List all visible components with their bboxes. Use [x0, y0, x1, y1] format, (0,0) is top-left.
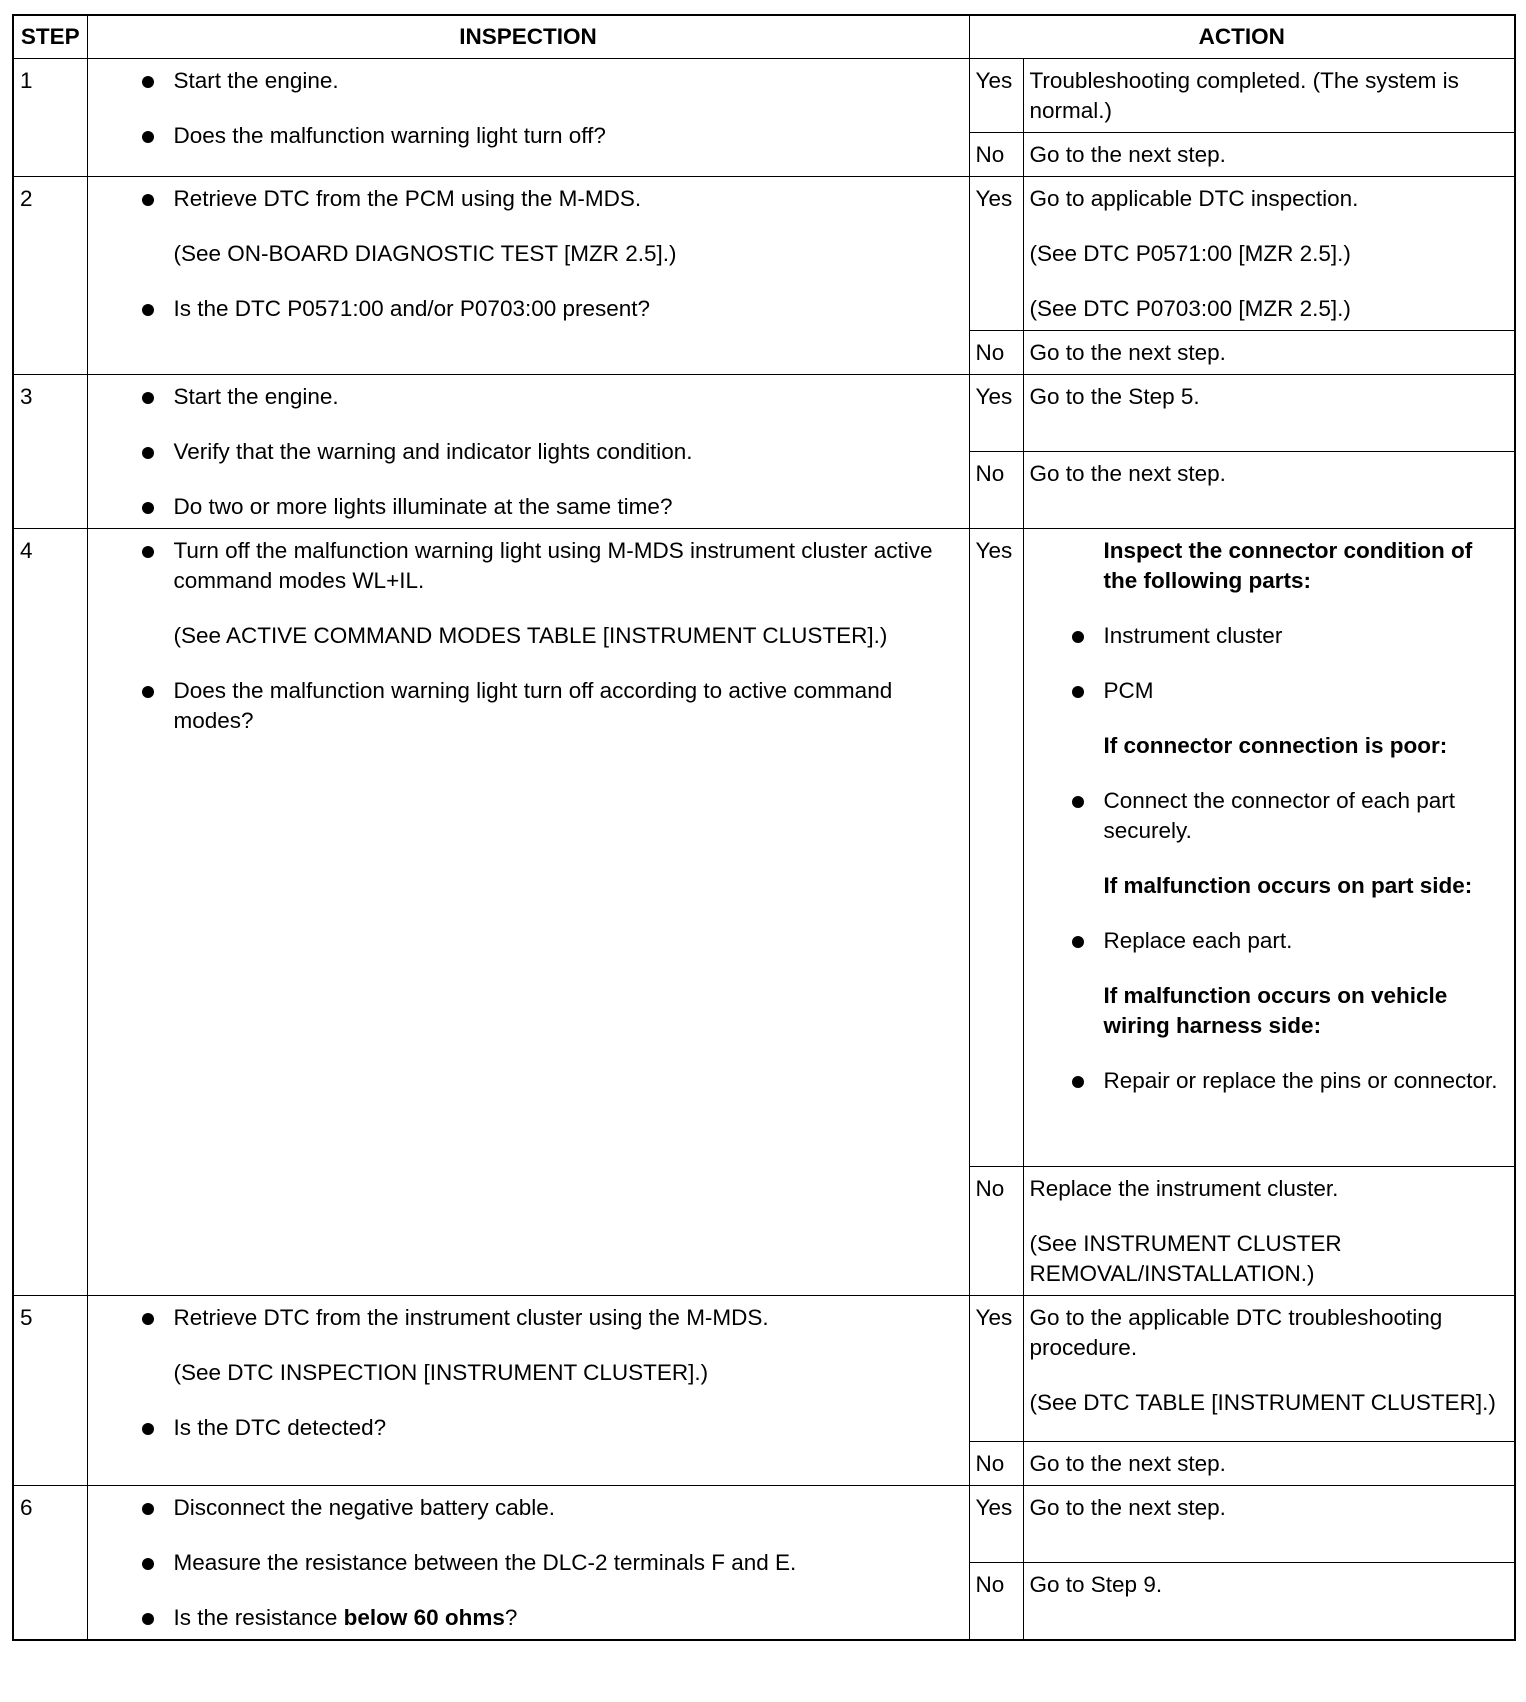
inspection-column-header: INSPECTION	[87, 15, 969, 59]
action-heading: If malfunction occurs on part side:	[1103, 873, 1473, 898]
no-label: No	[969, 452, 1023, 529]
yes-label: Yes	[969, 1296, 1023, 1442]
inspection-item: Measure the resistance between the DLC-2 terminals F and E.	[94, 1548, 963, 1578]
bullet-icon	[1072, 936, 1084, 948]
bullet-icon	[142, 1558, 154, 1570]
step-6-yes-action: Go to the next step.	[1023, 1486, 1515, 1563]
inspection-item: Is the DTC detected?	[94, 1413, 963, 1443]
step-5-yes-action: Go to the applicable DTC troubleshooting procedure. (See DTC TABLE [INSTRUMENT CLUSTER].)	[1023, 1296, 1515, 1442]
emphasis-text: below 60 ohms	[343, 1605, 505, 1630]
step-3-yes-row	[13, 375, 1515, 452]
action-column-header: ACTION	[969, 15, 1515, 59]
step-1-inspection	[87, 59, 969, 177]
step-3-yes-action: Go to the Step 5.	[1023, 375, 1515, 452]
step-1-yes-row	[13, 59, 1515, 133]
step-5-inspection	[87, 1296, 969, 1486]
step-3-no-action: Go to the next step.	[1023, 452, 1515, 529]
no-label: No	[969, 331, 1023, 375]
inspection-reference: (See ACTIVE COMMAND MODES TABLE [INSTRUMENT CLUSTER].)	[173, 623, 888, 648]
inspection-reference: (See DTC INSPECTION [INSTRUMENT CLUSTER].)	[173, 1360, 709, 1385]
inspection-item: Start the engine.	[94, 66, 963, 96]
bullet-icon	[142, 1613, 154, 1625]
inspection-item: Does the malfunction warning light turn off according to active command modes?	[94, 676, 963, 736]
inspection-item: Is the resistance below 60 ohms?	[94, 1603, 963, 1633]
inspection-item: Does the malfunction warning light turn off?	[94, 121, 963, 151]
inspection-item: Turn off the malfunction warning light using M-MDS instrument cluster active command modes WL+IL.	[94, 536, 963, 596]
bullet-icon	[1072, 1076, 1084, 1088]
action-item: Instrument cluster	[1104, 621, 1509, 651]
step-5-no-action: Go to the next step.	[1023, 1442, 1515, 1486]
bullet-icon	[142, 502, 154, 514]
bullet-icon	[142, 1313, 154, 1325]
no-label: No	[969, 133, 1023, 177]
no-label: No	[969, 1563, 1023, 1640]
step-1-no-action: Go to the next step.	[1023, 133, 1515, 177]
step-2-inspection	[87, 177, 969, 375]
bullet-icon	[142, 1503, 154, 1515]
yes-label: Yes	[969, 375, 1023, 452]
action-item: Connect the connector of each part securely.	[1104, 786, 1509, 846]
bullet-icon	[142, 131, 154, 143]
inspection-item: Retrieve DTC from the instrument cluster using the M-MDS.	[94, 1303, 963, 1333]
yes-label: Yes	[969, 1486, 1023, 1563]
bullet-icon	[1072, 796, 1084, 808]
no-label: No	[969, 1167, 1023, 1296]
bullet-icon	[142, 447, 154, 459]
step-column-header: STEP	[13, 15, 87, 59]
action-heading: If malfunction occurs on vehicle wiring harness side:	[1103, 983, 1448, 1038]
step-3-inspection	[87, 375, 969, 529]
step-6-inspection	[87, 1486, 969, 1641]
inspection-item: Retrieve DTC from the PCM using the M-MDS.	[94, 184, 963, 214]
diagnostic-procedure-table	[12, 14, 1516, 1641]
step-number: 5	[13, 1296, 87, 1486]
step-4-inspection	[87, 529, 969, 1296]
step-number: 6	[13, 1486, 87, 1641]
inspection-item: Verify that the warning and indicator lights condition.	[94, 437, 963, 467]
bullet-icon	[1072, 686, 1084, 698]
step-2-yes-action: Go to applicable DTC inspection. (See DTC P0571:00 [MZR 2.5].) (See DTC P0703:00 [MZR 2.5].)	[1023, 177, 1515, 331]
step-4-no-action: Replace the instrument cluster. (See INSTRUMENT CLUSTER REMOVAL/INSTALLATION.)	[1023, 1167, 1515, 1296]
action-heading: Inspect the connector condition of the following parts:	[1103, 538, 1473, 593]
step-5-yes-row	[13, 1296, 1515, 1442]
inspection-reference: (See ON-BOARD DIAGNOSTIC TEST [MZR 2.5].)	[173, 241, 677, 266]
bullet-icon	[142, 194, 154, 206]
action-heading: If connector connection is poor:	[1103, 733, 1448, 758]
no-label: No	[969, 1442, 1023, 1486]
inspection-item: Do two or more lights illuminate at the same time?	[94, 492, 963, 522]
step-number: 2	[13, 177, 87, 375]
inspection-item: Is the DTC P0571:00 and/or P0703:00 present?	[94, 294, 963, 324]
step-number: 4	[13, 529, 87, 1296]
inspection-item: Start the engine.	[94, 382, 963, 412]
action-item: PCM	[1104, 676, 1509, 706]
bullet-icon	[142, 546, 154, 558]
step-2-no-action: Go to the next step.	[1023, 331, 1515, 375]
step-6-no-action: Go to Step 9.	[1023, 1563, 1515, 1640]
yes-label: Yes	[969, 59, 1023, 133]
inspection-item: Disconnect the negative battery cable.	[94, 1493, 963, 1523]
action-item: Replace each part.	[1104, 926, 1509, 956]
bullet-icon	[1072, 631, 1084, 643]
bullet-icon	[142, 76, 154, 88]
yes-label: Yes	[969, 177, 1023, 331]
bullet-icon	[142, 392, 154, 404]
step-number: 3	[13, 375, 87, 529]
step-1-yes-action: Troubleshooting completed. (The system is normal.)	[1023, 59, 1515, 133]
bullet-icon	[142, 686, 154, 698]
step-4-yes-action	[1023, 529, 1515, 1167]
bullet-icon	[142, 1423, 154, 1435]
step-6-yes-row	[13, 1486, 1515, 1563]
step-4-yes-row	[13, 529, 1515, 1167]
step-2-yes-row	[13, 177, 1515, 331]
action-item: Repair or replace the pins or connector.	[1104, 1066, 1509, 1096]
header-row	[13, 15, 1515, 59]
bullet-icon	[142, 304, 154, 316]
step-number: 1	[13, 59, 87, 177]
yes-label: Yes	[969, 529, 1023, 1167]
